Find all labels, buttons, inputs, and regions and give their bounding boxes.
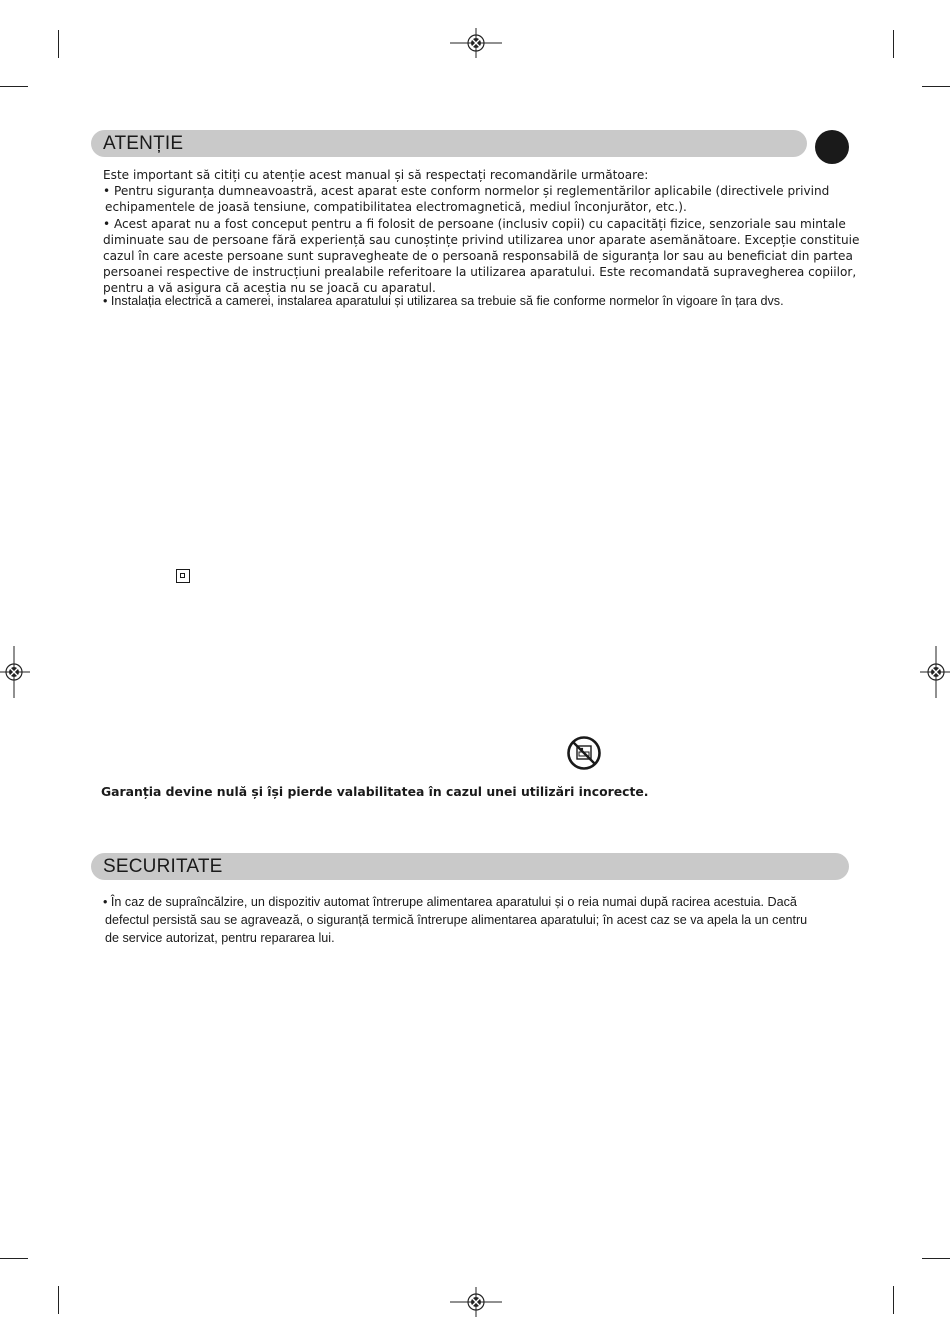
language-marker-icon xyxy=(815,130,849,164)
crop-mark xyxy=(58,30,59,58)
bullet-line: • Pentru siguranța dumneavoastră, acest aparat este conform normelor și reglementărilor aplicabile (directivele privind xyxy=(103,184,830,199)
attention-title: ATENȚIE xyxy=(103,133,184,154)
crop-mark xyxy=(893,1286,894,1314)
crop-mark xyxy=(0,1258,28,1259)
registration-mark-right xyxy=(920,646,950,698)
bullet-line: • Acest aparat nu a fost conceput pentru a fi folosit de persoane (inclusiv copii) cu capacități fizice, senzoriale sau mintale xyxy=(103,216,846,231)
bullet-line: echipamentele de joasă tensiune, compatibilitatea electromagnetică, mediul înconjurător, etc.). xyxy=(105,200,687,215)
attention-body xyxy=(103,167,860,297)
crop-mark xyxy=(922,1258,950,1259)
attention-bullet-3 xyxy=(103,292,853,310)
crop-mark xyxy=(58,1286,59,1314)
registration-mark-left xyxy=(0,646,30,698)
security-title: SECURITATE xyxy=(103,856,223,877)
bullet-line: • Instalația electrică a camerei, instalarea aparatului și utilizarea sa trebuie să fie conforme normelor în vigoare în țara dvs. xyxy=(103,294,784,308)
attention-intro: Este important să citiți cu atenție acest manual și să respectați recomandările următoare: xyxy=(103,168,649,182)
crop-mark xyxy=(0,86,28,87)
warranty-notice: Garanția devine nulă și își pierde valabilitatea în cazul unei utilizări incorecte. xyxy=(101,784,649,799)
registration-mark-top xyxy=(450,28,502,58)
bullet-line: • În caz de supraîncălzire, un dispozitiv automat întrerupe alimentarea aparatului și o reia numai după racirea acestuia. Dacă xyxy=(103,895,797,909)
no-bathroom-use-icon xyxy=(566,735,602,771)
registration-mark-bottom xyxy=(450,1287,502,1317)
crop-mark xyxy=(922,86,950,87)
attention-header-bar xyxy=(91,130,807,157)
security-body xyxy=(103,893,858,947)
bullet-line: pentru a vă asigura că aceștia nu se joacă cu aparatul. xyxy=(103,281,436,296)
double-insulation-icon xyxy=(176,569,190,583)
bullet-line: persoanei respective de instrucțiuni prealabile referitoare la utilizarea aparatului. Este recomandată supravegherea copiilor, xyxy=(103,265,857,280)
crop-mark xyxy=(893,30,894,58)
bullet-line: diminuate sau de persoane fără experiență sau cunoștințe privind utilizarea unor aparate asemănătoare. Excepție constituie xyxy=(103,232,860,247)
bullet-line: defectul persistă sau se agravează, o siguranță termică întrerupe alimentarea aparatului; în acest caz se va apela la un centru xyxy=(105,913,808,927)
bullet-line: cazul în care aceste persoane sunt supravegheate de o persoană responsabilă de siguranța lor sau au beneficiat din partea xyxy=(103,249,853,264)
bullet-line: de service autorizat, pentru repararea lui. xyxy=(105,931,335,945)
